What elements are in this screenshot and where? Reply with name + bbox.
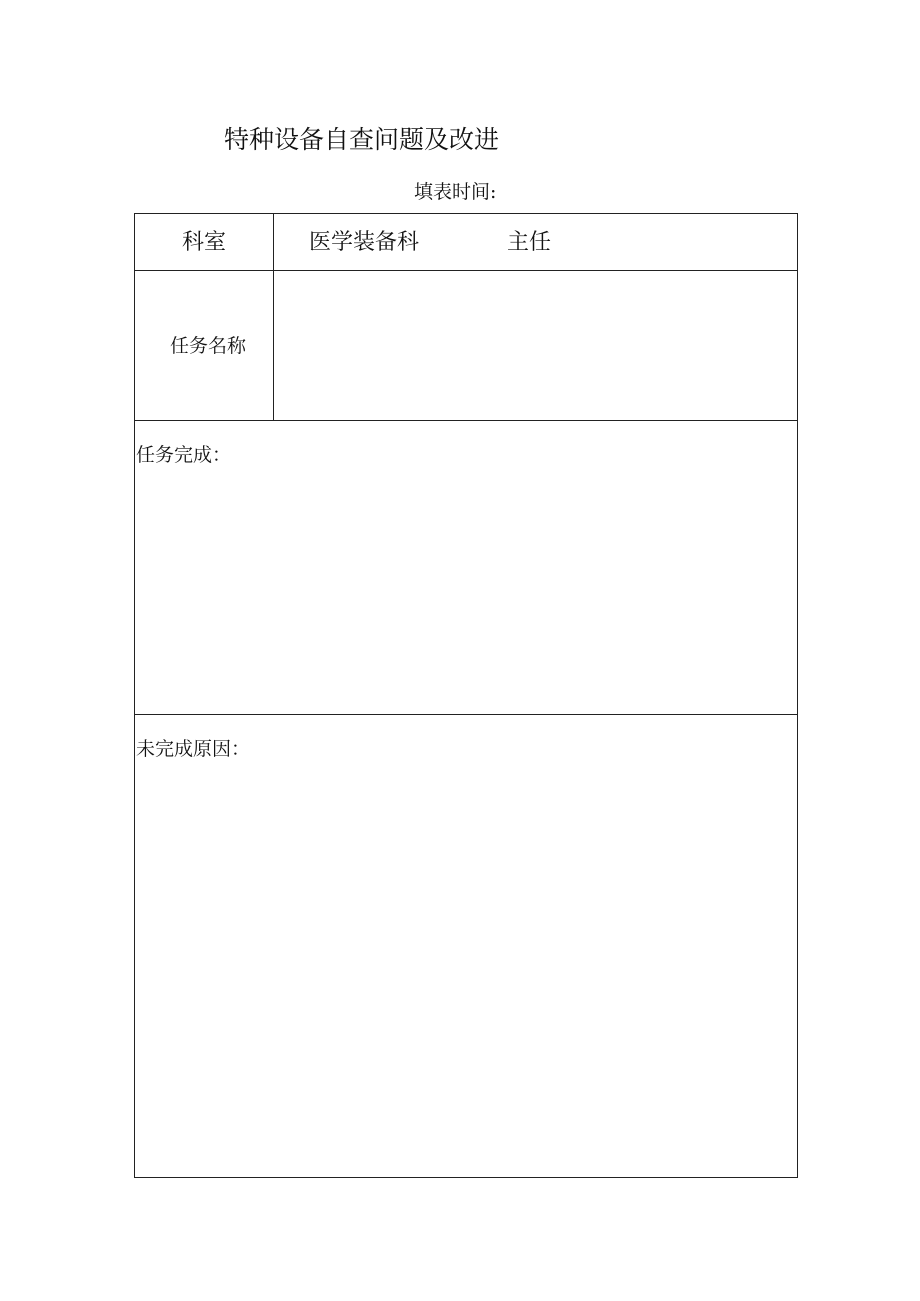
task-name-field[interactable] bbox=[275, 271, 797, 420]
task-completed-row bbox=[135, 421, 797, 715]
department-role: 主任 bbox=[507, 230, 552, 255]
task-completed-field[interactable] bbox=[135, 471, 797, 714]
document-title: 特种设备自查问题及改进 bbox=[224, 125, 500, 154]
fill-time-label: 填表时间: bbox=[414, 181, 497, 203]
incomplete-reason-row bbox=[135, 715, 797, 1177]
task-name-row bbox=[135, 271, 797, 421]
incomplete-reason-field[interactable] bbox=[135, 765, 797, 1177]
department-value: 医学装备科 bbox=[309, 230, 420, 255]
column-divider bbox=[273, 214, 274, 270]
department-label: 科室 bbox=[181, 230, 226, 255]
task-name-label: 任务名称 bbox=[169, 335, 246, 357]
inspection-form-table bbox=[134, 213, 798, 1178]
task-completed-label: 任务完成： bbox=[136, 444, 232, 466]
department-row bbox=[135, 214, 797, 271]
incomplete-reason-label: 未完成原因： bbox=[136, 738, 251, 760]
